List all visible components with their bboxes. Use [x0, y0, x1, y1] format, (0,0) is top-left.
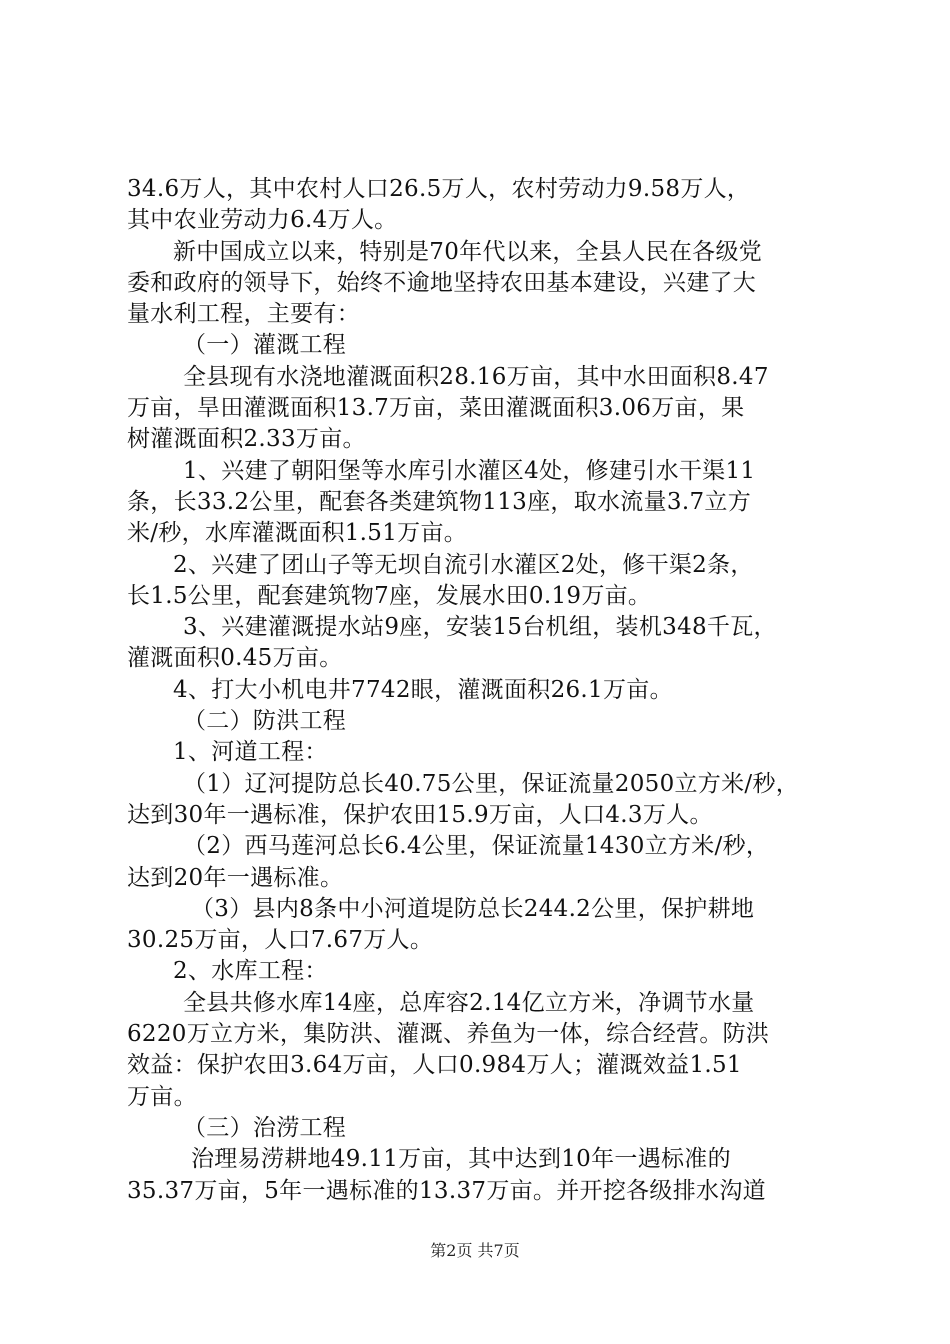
paragraph-line: 新中国成立以来，特别是70年代以来，全县人民在各级党: [173, 238, 763, 265]
list-item: 2、兴建了团山子等无坝自流引水灌区2处，修干渠2条，: [173, 551, 754, 578]
list-item: （1）辽河提防总长40.75公里，保证流量2050立方米/秒，: [183, 770, 800, 797]
text-line: 树灌溉面积2.33万亩。: [127, 426, 366, 453]
paragraph-line: 治理易涝耕地49.11万亩，其中达到10年一遇标准的: [191, 1146, 731, 1173]
paragraph-line: 全县现有水浇地灌溉面积28.16万亩，其中水田面积8.47: [183, 363, 769, 390]
text-line: 35.37万亩，5年一遇标准的13.37万亩。并开挖各级排水沟道: [127, 1177, 766, 1204]
section-heading: （三）治涝工程: [183, 1114, 347, 1141]
document-body: [127, 174, 837, 1207]
text-line: 灌溉面积0.45万亩。: [127, 645, 343, 672]
section-heading: （一）灌溉工程: [183, 332, 347, 359]
list-item: 1、兴建了朝阳堡等水库引水灌区4处，修建引水干渠11: [183, 457, 756, 484]
subsection-heading: 1、河道工程：: [173, 739, 328, 766]
text-line: 委和政府的领导下，始终不逾地坚持农田基本建设，兴建了大: [127, 269, 757, 296]
text-line: 6220万立方米，集防洪、灌溉、养鱼为一体，综合经营。防洪: [127, 1021, 770, 1048]
list-item: 3、兴建灌溉提水站9座，安装15台机组，装机348千瓦，: [183, 614, 777, 641]
text-line: 34.6万人，其中农村人口26.5万人，农村劳动力9.58万人，: [127, 176, 751, 202]
page-number-footer: 第2页 共7页: [430, 1241, 520, 1260]
text-line: 量水利工程，主要有：: [127, 301, 360, 328]
section-heading: （二）防洪工程: [183, 708, 347, 735]
text-line: 条，长33.2公里，配套各类建筑物113座，取水流量3.7立方: [127, 488, 751, 515]
text-line: 万亩，旱田灌溉面积13.7万亩，菜田灌溉面积3.06万亩，果: [127, 395, 745, 422]
text-line: 万亩。: [127, 1083, 197, 1110]
text-line: 效益：保护农田3.64万亩，人口0.984万人；灌溉效益1.51: [127, 1052, 742, 1079]
text-line: 达到20年一遇标准。: [127, 864, 344, 891]
text-line: 米/秒，水库灌溉面积1.51万亩。: [127, 520, 468, 547]
text-line: 长1.5公里，配套建筑物7座，发展水田0.19万亩。: [127, 582, 652, 609]
text-line: 达到30年一遇标准，保护农田15.9万亩，人口4.3万人。: [127, 801, 713, 828]
text-line: 其中农业劳动力6.4万人。: [127, 207, 398, 234]
list-item: （3）县内8条中小河道堤防总长244.2公里，保护耕地: [191, 895, 755, 922]
list-item: 4、打大小机电井7742眼，灌溉面积26.1万亩。: [173, 676, 673, 703]
paragraph-line: 全县共修水库14座，总库容2.14亿立方米，净调节水量: [183, 989, 755, 1016]
list-item: （2）西马莲河总长6.4公里，保证流量1430立方米/秒，: [183, 833, 770, 860]
subsection-heading: 2、水库工程：: [173, 958, 328, 985]
text-line: 30.25万亩，人口7.67万人。: [127, 927, 434, 954]
